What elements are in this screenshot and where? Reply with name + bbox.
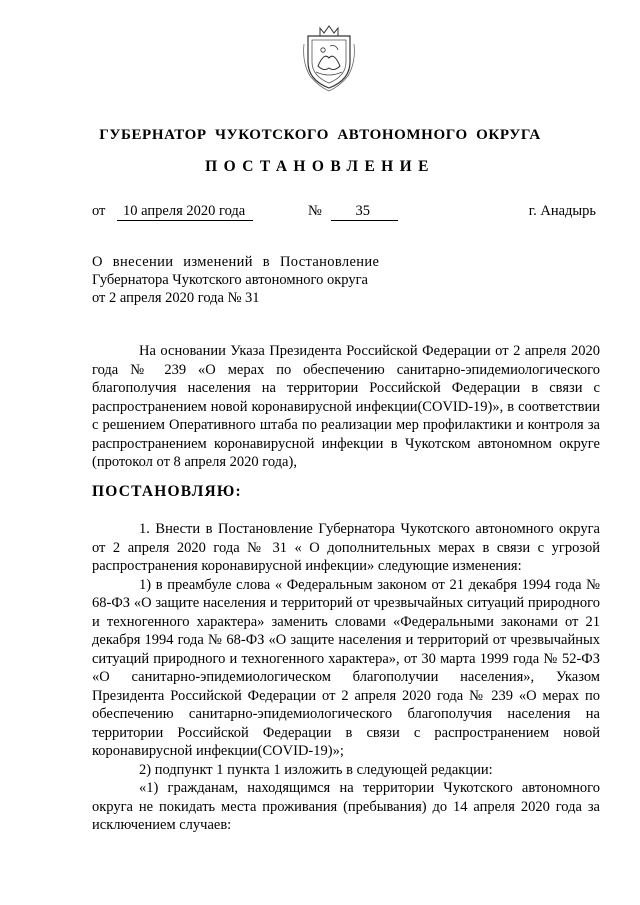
preamble-text: На основании Указа Президента Российской Федерации от 2 апреля 2020 года № 239 «О мерах по обеспечению санитарно-эпидемиологического благополучия населения на территории Российской Федерации в связи с распространением новой коронавирусной инфекции(COVID-19)», в соответствии с решением Оперативного штаба по реализации мер профилактики и контроля за распространением коронавирусной инфекции в Чукотском автономном округе (протокол от 8 апреля 2020 года), xyxy=(92,343,600,470)
subject-line-3: от 2 апреля 2020 года № 31 xyxy=(92,290,260,306)
decree-date: 10 апреля 2020 года xyxy=(117,203,253,221)
from-label: от xyxy=(92,203,106,219)
decree-number: 35 xyxy=(331,203,398,221)
coat-of-arms-icon xyxy=(300,22,358,94)
decree-body xyxy=(92,520,600,835)
subject-line-1: О внесении изменений в Постановление xyxy=(92,254,380,270)
governor-title: ГУБЕРНАТОР ЧУКОТСКОГО АВТОНОМНОГО ОКРУГА xyxy=(99,127,541,143)
sub-item-1: 1) в преамбуле слова « Федеральным законом от 21 декабря 1994 года № 68-ФЗ «О защите населения и территорий от чрезвычайных ситуаций природного и техногенного характера» заменить словами «Федеральными законами от 21 декабря 1994 года № 68-ФЗ «О защите населения и территорий от чрезвычайных ситуаций природного и техногенного характера», от 30 марта 1999 года № 52-ФЗ «О санитарно-эпидемиологическом благополучии населения», Указом Президента Российской Федерации от 2 апреля 2020 года № 239 «О мерах по обеспечению санитарно-эпидемиологического благополучия населения на территории Российской Федерации в связи с распространением новой коронавирусной инфекции(COVID-19)»; xyxy=(92,576,600,759)
number-label: № xyxy=(308,203,322,219)
quoted-item-1: «1) гражданам, находящимся на территории Чукотского автономного округа не покидать места проживания (пребывания) до 14 апреля 2020 года за исключением случаев: xyxy=(92,780,600,833)
resolve-heading: ПОСТАНОВЛЯЮ: xyxy=(92,483,242,500)
sub-item-2: 2) подпункт 1 пункта 1 изложить в следующей редакции: xyxy=(139,761,493,778)
document-type-title: ПОСТАНОВЛЕНИЕ xyxy=(205,158,435,175)
item-1: 1. Внести в Постановление Губернатора Чукотского автономного округа от 2 апреля 2020 года № 31 « О дополнительных мерах в связи с угрозой распространения коронавирусной инфекции» следующие изменения: xyxy=(92,521,600,574)
city: г. Анадырь xyxy=(528,203,596,219)
subject-line-2: Губернатора Чукотского автономного округа xyxy=(92,272,368,288)
preamble-paragraph xyxy=(92,342,600,472)
date-line xyxy=(92,203,253,221)
number-line xyxy=(308,203,398,221)
decree-subject xyxy=(92,253,379,307)
